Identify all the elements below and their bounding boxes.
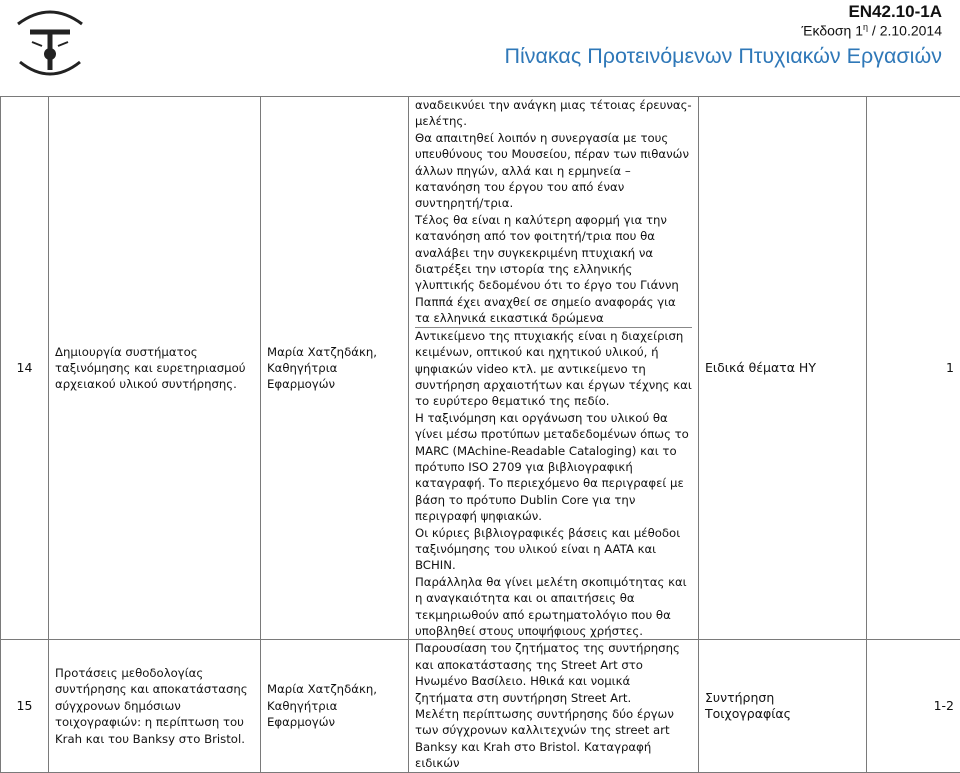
description-paragraph: Αντικείμενο της πτυχιακής είναι η διαχείριση κειμένων, οπτικού και ηχητικού υλικού, ή ψηφιακών video κτλ. με αντικείμενο τη συντήρηση αρχαιοτήτων και έργων τέχνης και το ευρύτερο θεματικό της πεδίο. xyxy=(415,327,692,410)
description-paragraph: Η ταξινόμηση και οργάνωση του υλικού θα γίνει μέσω προτύπων μεταδεδομένων όπως το MARC (MAchine-Readable Cataloging) και το πρότυπο ISO 2709 για βιβλιογραφική καταγραφή. Το περιεχόμενο θα περιγραφεί με βάση το πρότυπο Dublin Core για την περιγραφή ψηφιακών. xyxy=(415,410,692,525)
theses-table xyxy=(0,96,960,773)
description-paragraph: Μελέτη περίπτωσης συντήρησης δύο έργων των σύγχρονων καλλιτεχνών της street art Banksy και Krah στο Bristol. Καταγραφή ειδικών xyxy=(415,706,692,772)
subject-area: Ειδικά θέματα ΗΥ xyxy=(699,97,867,640)
description-paragraph: αναδεικνύει την ανάγκη μιας τέτοιας έρευνας-μελέτης. xyxy=(415,97,692,130)
description-paragraph: Παρουσίαση του ζητήματος της συντήρησης και αποκατάστασης της Street Art στο Ηνωμένο Βασίλειο. Ηθικά και νομικά ζητήματα στη συντήρηση Street Art. xyxy=(415,640,692,706)
thesis-title: Δημιουργία συστήματος ταξινόμησης και ευρετηριασμού αρχειακού υλικού συντήρησης. xyxy=(49,97,261,640)
thesis-description xyxy=(409,640,699,772)
description-paragraph: Τέλος θα είναι η καλύτερη αφορμή για την κατανόηση από τον φοιτητή/τρια που θα αναλάβει την συγκεκριμένη πτυχιακή να διατρέξει την ιστορία της ελληνικής γλυπτικής δεδομένου ότι το έργο του Γιάννη Παππά έχει αναχθεί σε σημείο αναφοράς για τα ελληνικά εικαστικά δρώμενα xyxy=(415,212,692,327)
issue-prefix: Έκδοση 1 xyxy=(802,23,864,39)
description-paragraph: Οι κύριες βιβλιογραφικές βάσεις και μέθοδοι ταξινόμησης του υλικού είναι η AATA και BCHIN. xyxy=(415,525,692,574)
page-title: Πίνακας Προτεινόμενων Πτυχιακών Εργασιών xyxy=(504,44,942,69)
thesis-title: Προτάσεις μεθοδολογίας συντήρησης και αποκατάστασης σύγχρονων δημόσιων τοιχογραφιών: η περίπτωση του Krah και του Banksy στο Bristol. xyxy=(49,640,261,772)
table-row xyxy=(1,640,960,772)
row-number: 14 xyxy=(1,97,49,640)
issue-date: / 2.10.2014 xyxy=(868,23,942,39)
row-number: 15 xyxy=(1,640,49,772)
supervisor: Μαρία Χατζηδάκη, Καθηγήτρια Εφαρμογών xyxy=(261,97,409,640)
subject-area: Συντήρηση Τοιχογραφίας xyxy=(699,640,867,772)
credits: 1-2 xyxy=(867,640,960,772)
description-paragraph: Παράλληλα θα γίνει μελέτη σκοπιμότητας και η αναγκαιότητα και οι απαιτήσεις θα τεκμηριωθούν από ερωτηματολόγιο που θα υποβληθεί στους υποψήφιους χρήστες. xyxy=(415,574,692,640)
issue-superscript: η xyxy=(863,22,868,32)
thesis-description xyxy=(409,97,699,640)
description-paragraph: Θα απαιτηθεί λοιπόν η συνεργασία με τους υπευθύνους του Μουσείου, πέραν των πιθανών άλλων πηγών, αλλά και η ερμηνεία – κατανόηση του έργου του από έναν συντηρητή/τρια. xyxy=(415,130,692,212)
table-row xyxy=(1,97,960,640)
tei-athens-logo xyxy=(6,2,94,86)
supervisor: Μαρία Χατζηδάκη, Καθηγήτρια Εφαρμογών xyxy=(261,640,409,772)
document-issue xyxy=(802,22,942,39)
document-code: EN42.10-1A xyxy=(848,2,942,22)
credits: 1 xyxy=(867,97,960,640)
